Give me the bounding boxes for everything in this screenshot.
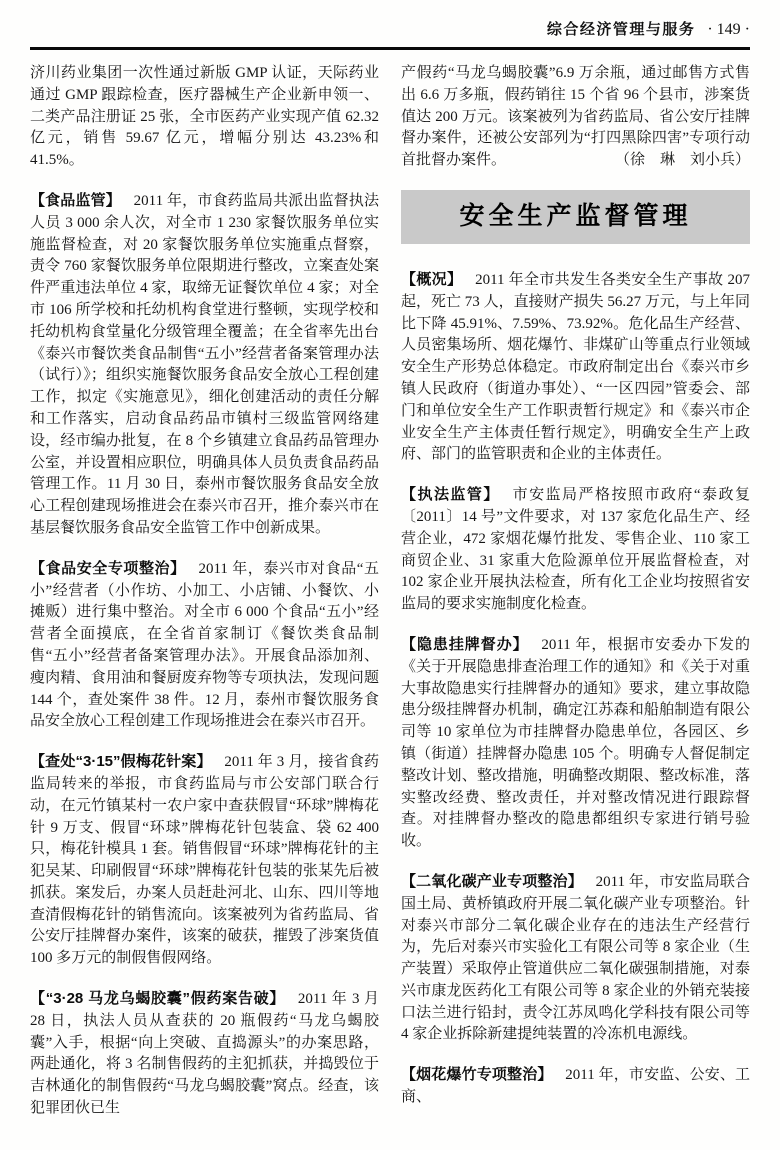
entry-title: 【概况】 [401,270,463,288]
entry-text: 2011 年 3 月，接省食药监局转来的举报，市食药监局与市公安部门联合行动，在元竹镇某村一农户家中查获假冒“环球”牌梅花针 9 万支、假冒“环球”牌梅花针包装盒、袋 62 400 只，梅花针模具 1 套。销售假冒“环球”牌梅花针的主犯吴某、印刷假冒“环球”牌梅花针包装的张某先后被抓获。案发后，办案人员赶赴河北、山东、四川等地查清假梅花针的销售流向。该案被列为省药监局、省公安厅挂牌督办案件，该案的破获，摧毁了涉案货值 100 多万元的制假售假网络。 [30,754,379,967]
two-column-layout [30,63,750,1138]
entry-fake-drug-case [30,988,379,1120]
entry-hazard-listing-supervision [401,634,750,853]
entry-law-enforcement-supervision [401,484,750,616]
entry-text: 2011 年，市安监局联合国土局、黄桥镇政府开展二氧化碳产业专项整治。针对泰兴市部分二氧化碳企业存在的违法生产经营行为，先后对泰兴市实验化工有限公司等 8 家企业（生产装置）采取停止管道供应二氧化碳强制措施，对泰兴市康龙医药化工有限公司等 8 家企业的外销充装接口法兰进行铅封，责令江苏凤鸣化学科技有限公司等 4 家企业拆除新建提纯装置的冷冻机电源线。 [401,873,750,1043]
entry-text: 2011 年，市安监、公安、工商、 [401,1067,750,1106]
entry-title: 【烟花爆竹专项整治】 [401,1066,553,1084]
entry-food-safety-campaign [30,558,379,733]
entry-title: 【查处“3·15”假梅花针案】 [30,753,212,771]
byline: （徐 琳 刘小兵） [614,152,750,169]
paragraph-pharma-continued [30,63,379,172]
entry-title: 【隐患挂牌督办】 [401,635,529,653]
entry-text: 市安监局严格按照市政府“泰政复〔2011〕14 号”文件要求，对 137 家危化品生产、经营企业，472 家烟花爆竹批发、零售企业、110 家工商贸企业、31 家重大危险源单位开展监督检查，对 102 家企业开展执法检查，所有化工企业均按照省安监局的要求实施制度化检查。 [401,487,750,613]
entry-title: 【食品监管】 [30,191,121,209]
right-column [401,63,750,1138]
left-column [30,63,379,1138]
paragraph-text: 产假药“马龙乌蝎胶囊”6.9 万余瓶，通过邮售方式售出 6.6 万多瓶，假药销往 15 个省 96 个县市，涉案货值达 200 万元。该案被列为省药监局、省公安厅挂牌督办案件，还被公安部列为“打四黑除四害”专项行动首批督办案件。 [401,65,750,169]
entry-title: 【二氧化碳产业专项整治】 [401,872,583,890]
section-heading: 安全生产监督管理 [459,202,692,231]
entry-text: 2011 年全市共发生各类安全生产事故 207 起，死亡 73 人，直接财产损失 56.27 万元，与上年同比下降 45.91%、7.59%、73.92%。危化品生产经营、人员密集场所、烟花爆竹、非煤矿山等重点行业领域安全生产形势总体稳定。市政府制定出台《泰兴市乡镇人民政府（街道办事处）、“一区四园”管委会、部门和单位安全生产工作职责暂行规定》和《泰兴市企业安全生产主体责任暂行规定》，明确安全生产上政府、部门的监管职责和企业的主体责任。 [401,271,750,463]
entry-co2-industry-campaign [401,871,750,1046]
entry-title: 【执法监管】 [401,486,500,504]
entry-fake-plum-blossom-needle-case [30,751,379,970]
page-header [30,18,750,42]
entry-fireworks-campaign [401,1064,750,1109]
header-rule [30,47,750,50]
entry-food-supervision [30,190,379,540]
entry-title: 【“3·28 马龙乌蝎胶囊”假药案告破】 [30,990,286,1008]
entry-text: 2011 年，市食药监局共派出监督执法人员 3 000 余人次，对全市 1 230 家餐饮服务单位实施监督检查，对 20 家餐饮服务单位实施重点督察，责令 760 家餐饮服务单位限期进行整改，立案查处案件严重违法单位 4 家，取缔无证餐饮单位 4 家；对全市 106 所学校和托幼机构食堂进行整顿，实现学校和托幼机构食堂量化分级管理全覆盖；在全省率先出台《泰兴市餐饮类食品制售“五小”经营者备案管理办法（试行）》；组织实施餐饮服务食品安全放心工程创建工作，拟定《实施意见》，细化创建活动的责任分解和工作落实，启动食品药品市镇村三级监管网络建设，经市编办批复，在 8 个乡镇建立食品药品管理办公室，并设置相应职位，明确具体人员负责食品药品管理工作。11 月 30 日，泰州市餐饮服务食品安全放心工程创建现场推进会在泰兴市召开，推介泰兴市在基层餐饮服务食品安全监管工作中创新成果。 [30,192,379,536]
paragraph-text: 济川药业集团一次性通过新版 GMP 认证，天际药业通过 GMP 跟踪检查，医疗器械生产企业新申领一、二类产品注册证 25 张，全市医药产业实现产值 62.32 亿元，销售 59.67 亿元，增幅分别达 43.23%和 41.5%。 [30,65,379,169]
running-head: 综合经济管理与服务 [546,21,696,38]
entry-text: 2011 年 3 月 28 日，执法人员从查获的 20 瓶假药“马龙乌蝎胶囊”入手，根据“向上突破、直捣源头”的办案思路，两赴通化，将 3 名制售假药的主犯抓获，并捣毁位于吉林通化的制售假药“马龙乌蝎胶囊”窝点。经查，该犯罪团伙已生 [30,991,379,1117]
entry-title: 【食品安全专项整治】 [30,559,186,577]
page-number: · 149 · [707,21,750,38]
entry-overview [401,269,750,466]
entry-text: 2011 年，根据市安委办下发的《关于开展隐患排查治理工作的通知》和《关于对重大事故隐患实行挂牌督办的通知》要求，建立事故隐患分级挂牌督办机制，确定江苏森和船舶制造有限公司等 10 家单位为市挂牌督办隐患单位，各园区、乡镇（街道）挂牌督办隐患 105 个。明确专人督促制定整改计划、整改措施，明确整改期限、整改标准，落实整改经费、整改责任，并对整改情况进行跟踪督查。对挂牌督办整改的隐患都组织专家进行销号验收。 [401,636,750,850]
section-heading-box [401,190,750,244]
paragraph-fake-drug-continued [401,63,750,172]
entry-text: 2011 年，泰兴市对食品“五小”经营者（小作坊、小加工、小店铺、小餐饮、小摊贩）进行集中整治。对全市 6 000 个食品“五小”经营者全面摸底，在全省首家制订《餐饮类食品制售“五小”经营者备案管理办法》。开展食品添加剂、瘦肉精、食用油和餐厨废弃物等专项执法，发现问题 144 个，查处案件 38 件。12 月，泰州市餐饮服务食品安全放心工程创建工作现场推进会在泰兴市召开。 [30,560,379,730]
